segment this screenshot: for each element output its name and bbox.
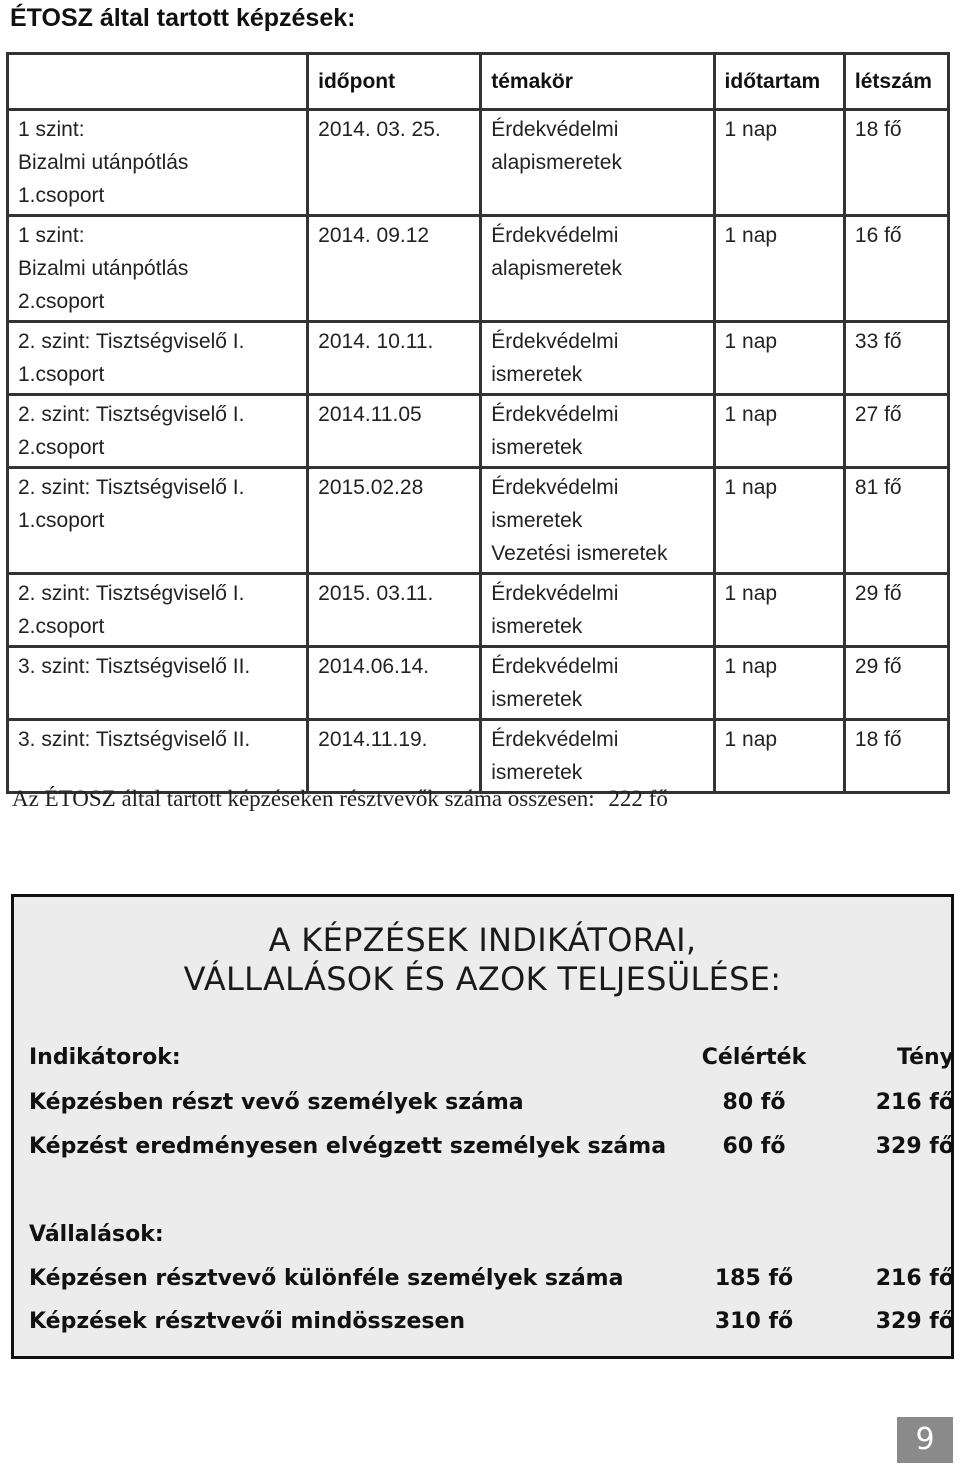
table-row (8, 322, 949, 395)
indicator-actual: 216 fő (875, 1090, 954, 1115)
group-cell (8, 110, 308, 216)
topic-cell (481, 720, 714, 793)
topic-cell-line: ismeretek (491, 761, 583, 784)
count-cell: 81 fő (844, 468, 948, 574)
group-cell-line: 2.csoport (18, 615, 105, 638)
target-column-label: Célérték (701, 1045, 807, 1070)
duration-cell: 1 nap (714, 574, 844, 647)
group-cell (8, 574, 308, 647)
topic-cell (481, 395, 714, 468)
topic-cell-line: Érdekvédelmi (491, 224, 619, 247)
group-cell (8, 322, 308, 395)
table-row (8, 647, 949, 720)
topic-cell (481, 468, 714, 574)
date-cell: 2015. 03.11. (308, 574, 481, 647)
actual-column-label: Tény (896, 1045, 954, 1070)
group-cell-line: Bizalmi utánpótlás (18, 151, 189, 174)
indicator-row (29, 1088, 954, 1118)
date-cell: 2014. 03. 25. (308, 110, 481, 216)
group-cell-line: 2.csoport (18, 436, 105, 459)
group-cell-line: 1 szint: (18, 224, 85, 247)
count-cell: 29 fő (844, 647, 948, 720)
topic-cell-line: ismeretek (491, 363, 583, 386)
topic-cell-line: Érdekvédelmi (491, 476, 619, 499)
table-row (8, 574, 949, 647)
duration-cell: 1 nap (714, 720, 844, 793)
topic-cell-line: Érdekvédelmi (491, 330, 619, 353)
indicators-header-row (29, 1043, 954, 1073)
indicator-target: 60 fő (722, 1134, 786, 1159)
group-cell (8, 395, 308, 468)
header-count: létszám (844, 54, 948, 110)
topic-cell-line: Vezetési ismeretek (491, 542, 668, 565)
date-cell: 2014.11.05 (308, 395, 481, 468)
group-cell-line: Bizalmi utánpótlás (18, 257, 189, 280)
table-row (8, 720, 949, 793)
group-cell-line: 1 szint: (18, 118, 85, 141)
topic-cell-line: alapismeretek (491, 151, 622, 174)
commitment-target: 310 fő (714, 1309, 794, 1334)
commitment-label: Képzések résztvevői mindösszesen (29, 1309, 466, 1334)
topic-cell-line: alapismeretek (491, 257, 622, 280)
topic-cell (481, 574, 714, 647)
topic-cell (481, 647, 714, 720)
summary-total: 222 fő (608, 786, 668, 811)
group-cell-line: 3. szint: Tisztségviselő II. (18, 655, 251, 678)
indicators-box (11, 894, 954, 1359)
commitment-row (29, 1264, 954, 1294)
topic-cell-line: ismeretek (491, 615, 583, 638)
participants-summary (12, 786, 676, 812)
indicators-title-line2: VÁLLALÁSOK ÉS AZOK TELJESÜLÉSE: (183, 960, 782, 998)
count-cell: 29 fő (844, 574, 948, 647)
date-cell: 2014.06.14. (308, 647, 481, 720)
group-cell-line: 3. szint: Tisztségviselő II. (18, 728, 251, 751)
commitment-actual: 329 fő (875, 1309, 954, 1334)
duration-cell: 1 nap (714, 216, 844, 322)
count-cell: 18 fő (844, 110, 948, 216)
commitment-actual: 216 fő (875, 1266, 954, 1291)
indicator-label: Képzést eredményesen elvégzett személyek száma (29, 1134, 667, 1159)
table-row (8, 110, 949, 216)
duration-cell: 1 nap (714, 647, 844, 720)
table-row (8, 468, 949, 574)
date-cell: 2014. 10.11. (308, 322, 481, 395)
table-header-row (8, 54, 949, 110)
indicators-label: Indikátorok: (29, 1045, 181, 1070)
topic-cell-line: Érdekvédelmi (491, 403, 619, 426)
indicators-title (14, 921, 951, 999)
topic-cell (481, 110, 714, 216)
group-cell-line: 2. szint: Tisztségviselő I. (18, 476, 245, 499)
indicators-title-line1: A KÉPZÉSEK INDIKÁTORAI, (268, 921, 697, 959)
topic-cell-line: ismeretek (491, 688, 583, 711)
group-cell-line: 2. szint: Tisztségviselő I. (18, 582, 245, 605)
topic-cell-line: Érdekvédelmi (491, 582, 619, 605)
page-number: 9 (897, 1417, 953, 1463)
group-cell-line: 1.csoport (18, 184, 105, 207)
header-date: időpont (308, 54, 481, 110)
section-heading: ÉTOSZ által tartott képzések: (10, 4, 356, 32)
summary-text: Az ÉTOSZ által tartott képzéseken résztvevők száma összesen: (12, 786, 595, 811)
topic-cell-line: Érdekvédelmi (491, 118, 619, 141)
topic-cell (481, 216, 714, 322)
count-cell: 27 fő (844, 395, 948, 468)
group-cell-line: 2.csoport (18, 290, 105, 313)
header-duration: időtartam (714, 54, 844, 110)
date-cell: 2015.02.28 (308, 468, 481, 574)
commitment-label: Képzésen résztvevő különféle személyek száma (29, 1266, 624, 1291)
topic-cell (481, 322, 714, 395)
commitments-header-row (29, 1220, 931, 1250)
commitments-label: Vállalások: (29, 1222, 164, 1247)
duration-cell: 1 nap (714, 395, 844, 468)
topic-cell-line: ismeretek (491, 436, 583, 459)
group-cell (8, 720, 308, 793)
count-cell: 33 fő (844, 322, 948, 395)
topic-cell-line: Érdekvédelmi (491, 728, 619, 751)
commitment-target: 185 fő (714, 1266, 794, 1291)
group-cell-line: 2. szint: Tisztségviselő I. (18, 403, 245, 426)
indicator-actual: 329 fő (875, 1134, 954, 1159)
count-cell: 18 fő (844, 720, 948, 793)
duration-cell: 1 nap (714, 468, 844, 574)
group-cell (8, 647, 308, 720)
table-row (8, 216, 949, 322)
group-cell-line: 1.csoport (18, 509, 105, 532)
date-cell: 2014.11.19. (308, 720, 481, 793)
duration-cell: 1 nap (714, 110, 844, 216)
topic-cell-line: Érdekvédelmi (491, 655, 619, 678)
group-cell (8, 468, 308, 574)
group-cell (8, 216, 308, 322)
topic-cell-line: ismeretek (491, 509, 583, 532)
training-table (6, 52, 950, 794)
indicator-label: Képzésben részt vevő személyek száma (29, 1090, 524, 1115)
group-cell-line: 1.csoport (18, 363, 105, 386)
header-topic: témakör (481, 54, 714, 110)
indicator-target: 80 fő (722, 1090, 786, 1115)
table-row (8, 395, 949, 468)
group-cell-line: 2. szint: Tisztségviselő I. (18, 330, 245, 353)
training-table-body (8, 110, 949, 793)
commitment-row (29, 1307, 954, 1337)
count-cell: 16 fő (844, 216, 948, 322)
duration-cell: 1 nap (714, 322, 844, 395)
indicator-row (29, 1132, 954, 1162)
date-cell: 2014. 09.12 (308, 216, 481, 322)
header-group (8, 54, 308, 110)
